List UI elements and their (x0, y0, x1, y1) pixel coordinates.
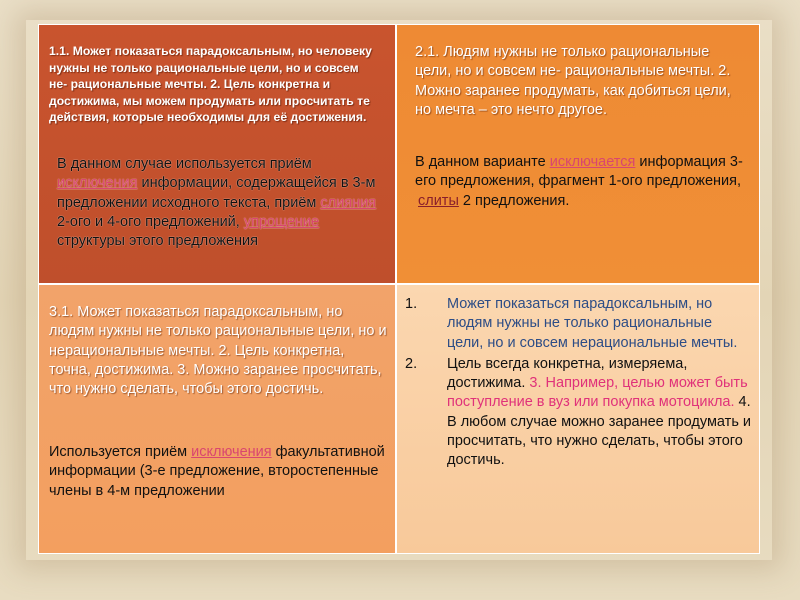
variant-4-list (405, 295, 751, 473)
cell-4-1 (396, 284, 760, 554)
variant-2-comment (415, 153, 745, 211)
term-link-simplification[interactable]: упрощение (243, 213, 320, 230)
comment-text: информация 3-его предложения, фрагмент 1-ого предложения, (415, 154, 743, 190)
variant-2-text: 2.1. Людям нужны не только рациональные цели, но и совсем не- рациональные мечты. 2. Можно заранее продумать, как добиться цели, но мечта – это нечто другое. (415, 44, 731, 118)
list-item (405, 295, 751, 353)
list-item (405, 355, 751, 471)
list-number: 1. (405, 296, 418, 312)
list-number: 2. (405, 355, 418, 372)
comment-text: Используется приём (49, 444, 192, 460)
comment-text: В данном случае используется приём (57, 156, 312, 172)
comment-text: 2-ого и 4-ого предложений, (57, 213, 244, 230)
term-link-merged[interactable]: слиты (418, 192, 459, 209)
term-link-exclusion-2[interactable]: исключения (191, 444, 272, 460)
comment-text: информации, содержащейся в 3-м предложении исходного текста, приём (57, 175, 376, 211)
term-link-merge[interactable]: слияния (320, 194, 377, 211)
comment-text: 2 предложения. (458, 192, 570, 209)
variant-1-comment (57, 155, 387, 251)
list-item-text: 4. В любом случае можно заранее продумать и просчитать, что нужно сделать, чтобы этого достичь. (447, 394, 751, 469)
list-item-text: Может показаться парадоксальным, но людям нужны не только рациональные цели, но и совсем нерациональные мечты. (447, 296, 738, 351)
variant-3-comment (49, 443, 389, 501)
list-item-text: Цель всегда конкретна, измеряема, достижима. (447, 355, 688, 392)
variant-1-text: 1.1. Может показаться парадоксальным, но человеку нужны не только рациональные цели, но и совсем не- рациональные мечты. 2. Цель конкретна и достижима, мы можем продумать или просчитать те действия, которые необходимы для её достижения. (49, 44, 372, 125)
list-item-example: 3. Например, целью может быть поступление в вуз или покупка мотоцикла. (447, 375, 748, 411)
cell-1-1 (38, 24, 396, 284)
comment-text: структуры этого предложения (57, 233, 259, 250)
cell-2-1 (396, 24, 760, 284)
cell-3-1 (38, 284, 396, 554)
comparison-table (38, 24, 760, 554)
term-link-exclusion[interactable]: исключения (57, 175, 138, 192)
comment-text: В данном варианте (415, 154, 550, 170)
term-link-excluded[interactable]: исключается (549, 154, 636, 170)
comment-text: факультативной информации (3-е предложение, второстепенные члены в 4-м предложении (49, 444, 385, 499)
variant-3-text: 3.1. Может показаться парадоксальным, но людям нужны не только рациональные цели, но и нерациональные мечты. 2. Цель конкретна, точна, достижима. 3. Можно заранее просчитать, что нужно сделать, чтобы этого достичь. (49, 304, 387, 398)
